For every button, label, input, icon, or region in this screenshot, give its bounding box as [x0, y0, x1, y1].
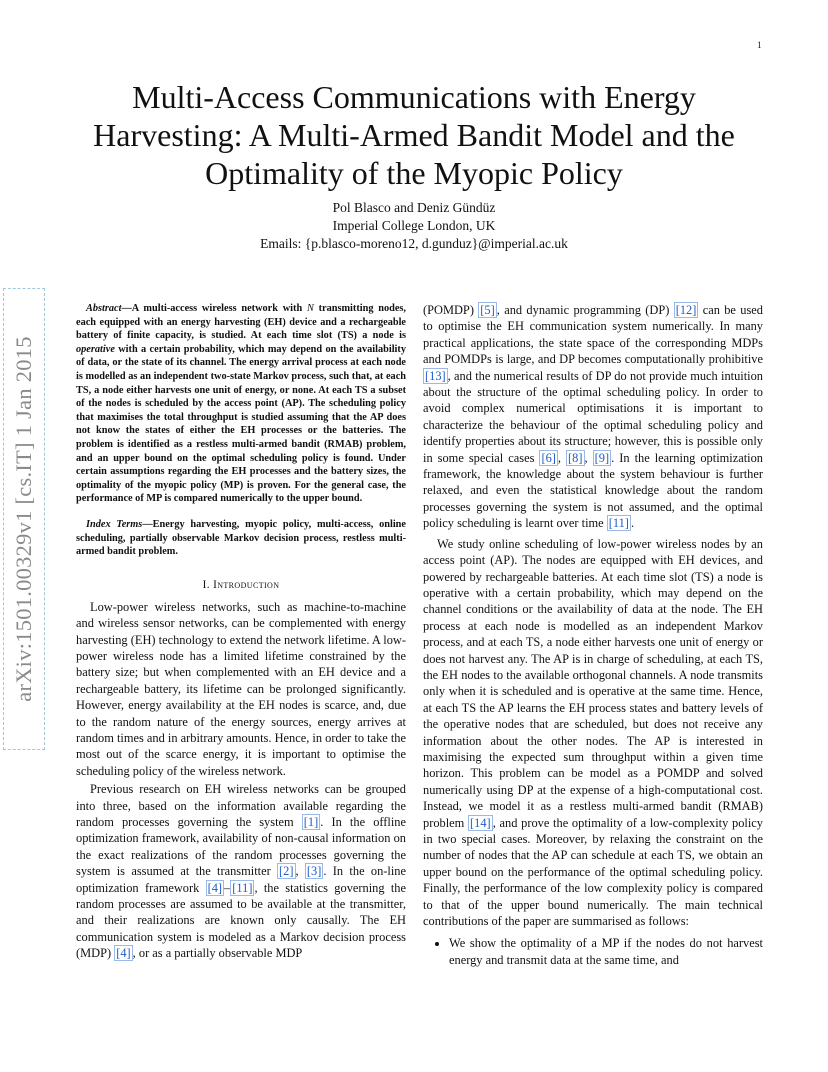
right-p1-text: (POMDP)	[423, 303, 479, 317]
abstract-text-1: —A multi-access wireless network with	[121, 303, 307, 314]
right-p1-text: , and dynamic programming (DP)	[496, 303, 674, 317]
introduction-body	[76, 599, 406, 962]
contributions-list	[423, 935, 763, 968]
intro-p2-text: . In the on-line optimization framework	[76, 864, 406, 895]
abstract-label: Abstract	[86, 303, 122, 314]
affiliation: Imperial College London, UK	[332, 218, 496, 233]
left-column	[76, 302, 406, 962]
citation-link[interactable]: [5]	[480, 303, 495, 317]
right-p2-text: We study online scheduling of low-power wireless nodes by an access point (AP). The nodes are equipped with EH devices, and powered by rechargeable batteries. At each time slot (TS) a node is operative with a certain probability, which may depend on the channel conditions or the availability of data at the node. The EH process at each node is modelled as an independent Markov process, and at each TS, a node either harvests one unit of energy or does not harvest any. The AP is in charge of scheduling, at each TS, the EH nodes to the available orthogonal channels. A node transmits only when it is scheduled and is operative at the same time. Hence, at each TS the AP learns the EH process states and battery levels of the operative nodes that are scheduled, but does not receive any information about the other nodes. The AP is interested in maximising the expected sum throughput within a given time horizon. This problem can be model as a POMDP and solved numerically using DP at the expense of a high-computational cost. Instead, we model it as a restless multi-armed bandit (RMAB) problem	[423, 536, 763, 830]
right-p1-text: , and the numerical results of DP do not provide much intuition about the structure of the optimal scheduling policy. In order to avoid complex numerical optimisations it is important to characterize the behaviour of the optimal scheduling policy and identify properties about its structure; however, this is possible only in some special cases	[423, 368, 763, 465]
right-paragraph-1	[423, 302, 763, 532]
section-heading: I. Introduction	[202, 578, 280, 591]
emails: Emails: {p.blasco-moreno12, d.gunduz}@imperial.ac.uk	[260, 236, 568, 251]
intro-p2-text: Previous research on EH wireless networks can be grouped into three, based on the information available regarding the random processes governing the system	[76, 782, 406, 829]
intro-p2-text: . In the offline optimization framework, availability of non-causal information on the exact realizations of the random processes governing the system is assumed at the transmitter	[76, 814, 407, 879]
citation-link[interactable]: [13]	[425, 368, 446, 383]
abstract-italic-operative: operative	[76, 343, 115, 355]
citation-link[interactable]: [1]	[303, 814, 319, 829]
abstract-variable-n: N	[306, 303, 314, 314]
abstract-text-2: transmitting nodes, each equipped with an energy harvesting (EH) device and a rechargeable battery of finite capacity, is studied. At each time slot (TS) a node is	[76, 303, 406, 342]
contribution-item: • We show the optimality of a MP if the nodes do not harvest energy and transmit data at the same time, and	[449, 935, 763, 968]
intro-p2-text: , the statistics governing the random processes are assumed to be available at the transmitter, and their realizations are known only causally. The EH communication system is modeled as a Markov decision process (MDP)	[76, 880, 406, 961]
intro-paragraph-2	[76, 781, 406, 961]
intro-p2-text: –	[224, 880, 231, 895]
intro-p2-text: , or as a partially observable MDP	[132, 946, 303, 961]
authors: Pol Blasco and Deniz Gündüz	[332, 200, 496, 215]
arxiv-identifier-stamp[interactable]	[3, 288, 45, 750]
index-terms-label: Index Terms	[86, 518, 143, 530]
right-p1-text: . In the learning optimization framework, the knowledge about the system behaviour is further relaxed, and even the statistical knowledge about the random processes governing the system is not assumed, and the optimal policy scheduling is learnt over time	[423, 450, 763, 531]
page-number: 1	[757, 40, 762, 50]
citation-link[interactable]: [11]	[232, 880, 253, 895]
citation-link[interactable]: [14]	[470, 815, 491, 830]
arxiv-identifier-text: arXiv:1501.00329v1 [cs.IT] 1 Jan 2015	[11, 336, 36, 702]
citation-link[interactable]: [2]	[279, 864, 294, 879]
abstract-text-3: with a certain probability, which may depend on the availability of data, or the state of its channel. The energy arrival process at each node is modelled as an independent two-state Markov process, such that, at each TS, a node either harvests one unit of energy, or none. At each TS a subset of the nodes is scheduled by the access point (AP). The scheduling policy that maximises the total throughput is studied assuming that the AP does not know the states of either the EH processes or the batteries. The problem is identified as a restless multi-armed bandit (RMAB) problem, and an upper bound on the optimal scheduling policy is found. Under certain assumptions regarding the EH processes and the battery sizes, the optimality of the myopic policy (MP) is proven. For the general case, the performance of MP is compared numerically to the upper bound.	[76, 343, 406, 505]
right-column-body	[423, 302, 763, 968]
right-p1-text: ,	[584, 450, 593, 465]
index-terms	[76, 518, 406, 559]
citation-link[interactable]: [4]	[116, 946, 131, 961]
citation-link[interactable]: [11]	[608, 516, 629, 531]
right-column	[423, 302, 763, 968]
citation-link[interactable]: [8]	[568, 450, 583, 465]
citation-link[interactable]: [6]	[541, 450, 556, 465]
intro-paragraph-1: Low-power wireless networks, such as machine-to-machine and wireless sensor networks, can be complemented with energy harvesting (EH) technology to extend the network lifetime. A low-power wireless node has a limited lifetime constrained by the battery size; but when complemented with an EH device and a rechargeable battery, its lifetime can be prolonged significantly. However, energy availability at the EH nodes is scarce, and, due to the random nature of the energy sources, energy arrives at random times and in arbitrary amounts. Hence, in order to take the most out of the scarce energy, it is important to optimise the scheduling policy of the wireless network.	[76, 599, 406, 778]
citation-link[interactable]: [9]	[594, 450, 610, 465]
citation-link[interactable]: [4]	[207, 880, 223, 895]
index-terms-text: —Energy harvesting, myopic policy, multi-access, online scheduling, partially observable Markov decision process, restless multi-armed bandit problem.	[76, 518, 406, 558]
right-p1-text: ,	[557, 450, 567, 465]
right-p1-text: .	[630, 516, 635, 531]
intro-p2-text: ,	[295, 864, 305, 879]
paper-title: Multi-Access Communications with Energy Harvesting: A Multi-Armed Bandit Model and the Optimality of the Myopic Policy	[93, 79, 735, 191]
abstract	[76, 302, 406, 506]
citation-link[interactable]: [3]	[306, 864, 322, 879]
right-paragraph-2	[423, 536, 763, 930]
citation-link[interactable]: [12]	[675, 303, 697, 317]
right-p1-text: can be used to optimise the EH communication system numerically. In many practical applications, the state space of the corresponding MDPs and POMDPs is large, and DP becomes computationally prohibitive	[423, 303, 763, 367]
right-p2-text: , and prove the optimality of a low-complexity policy in two special cases. Moreover, by relaxing the constraint on the number of nodes that the AP can schedule at each TS, we obtain an upper bound on the performance of the optimal scheduling policy. Finally, the performance of the low complexity policy is compared to that of the upper bound numerically. The main technical contributions of the paper are summarised as follows:	[423, 815, 764, 929]
